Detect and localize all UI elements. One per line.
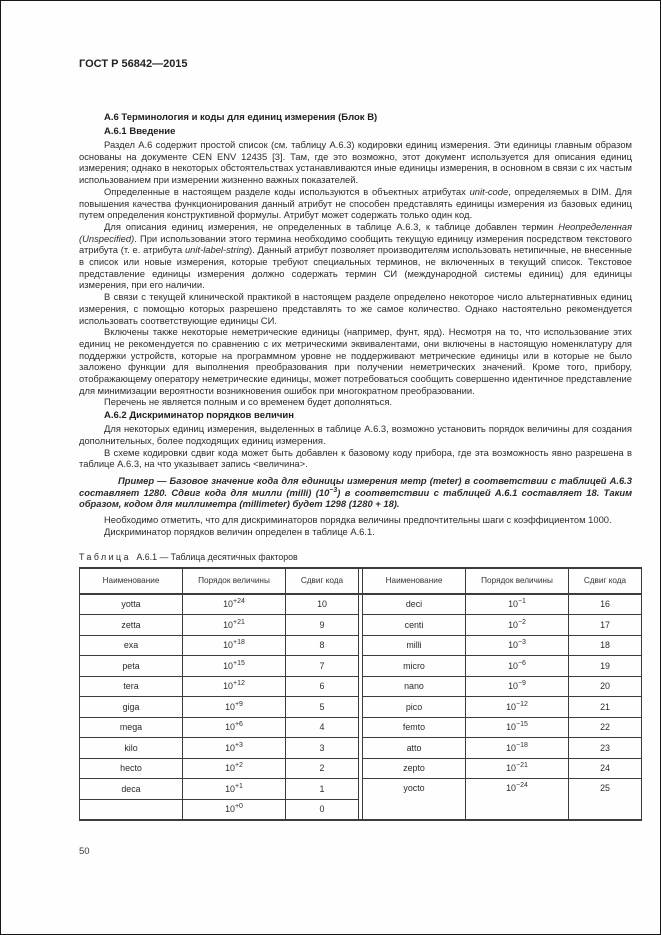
exponent: −6	[517, 659, 526, 667]
table-cell: hecto	[80, 758, 183, 779]
table-cell: zepto	[363, 758, 466, 779]
text-run: ) в соответствии с таблицей А.6.1 составляет 18. Таким образом, кодом для миллиметра (millimeter) будет 1298 (1280 + 18).	[79, 486, 632, 510]
exponent: +12	[233, 680, 245, 688]
table-cell: 18	[569, 635, 642, 656]
paragraph-unspecified	[79, 221, 632, 291]
exponent: +9	[234, 700, 243, 708]
table-row	[80, 656, 642, 677]
table-cell: $10^{-21}$	[466, 758, 569, 779]
exponent: −1	[517, 598, 526, 606]
table-cell: $10^{+9}$	[183, 697, 286, 718]
document-title: ГОСТ Р 56842—2015	[79, 58, 188, 70]
italic-run: unit-label-string	[184, 244, 250, 256]
column-header: Порядок величины	[183, 568, 286, 594]
table-cell: nano	[363, 676, 466, 697]
table-caption	[79, 552, 632, 562]
decimal-factors-table	[79, 567, 642, 822]
paragraph-code-shift: В схеме кодировки сдвиг кода может быть добавлен к базовому коду прибора, где эта возможность явно разрешена в таблице А.6.3, на что указывает запись <величина>.	[79, 446, 632, 470]
table-caption-text: А.6.1 — Таблица десятичных факторов	[136, 551, 298, 562]
table-row	[80, 697, 642, 718]
column-header: Сдвиг кода	[286, 568, 359, 594]
table-cell: 10	[286, 594, 359, 615]
exponent: +21	[233, 618, 245, 626]
table-cell: 3	[286, 738, 359, 759]
table-cell: zetta	[80, 615, 183, 636]
exponent: +0	[234, 803, 243, 811]
table-cell: $10^{+18}$	[183, 635, 286, 656]
table-cell: mega	[80, 717, 183, 738]
paragraph-magnitude: Для некоторых единиц измерения, выделенных в таблице А.6.3, возможно установить порядок величины для создания дополнительных, более подходящих единиц измерения.	[79, 423, 632, 446]
table-cell: pico	[363, 697, 466, 718]
table-row	[80, 594, 642, 615]
table-row	[80, 779, 642, 800]
table-cell: 5	[286, 697, 359, 718]
exponent: +18	[233, 639, 245, 647]
table-cell: peta	[80, 656, 183, 677]
paragraph-alternative-units: В связи с текущей клинической практикой в настоящем разделе определено некоторое число альтернативных единиц измерения, с помощью которых разрешено представлять то же самое количество. Однако настоятельно рекомендуется использовать соответствующие единицы СИ.	[79, 291, 632, 326]
column-header: Сдвиг кода	[569, 568, 642, 594]
column-header: Наименование	[363, 568, 466, 594]
paragraph-unit-code	[79, 186, 632, 221]
table-header-row	[80, 568, 642, 594]
table-cell: 16	[569, 594, 642, 615]
exponent: −12	[516, 700, 528, 708]
exponent: −15	[516, 721, 528, 729]
table-cell: 21	[569, 697, 642, 718]
text-run: Определенные в настоящем разделе коды используются в объектных атрибутах	[104, 185, 470, 197]
table-row	[80, 676, 642, 697]
table-cell: $10^{-9}$	[466, 676, 569, 697]
table-cell: 23	[569, 738, 642, 759]
table-cell: tera	[80, 676, 183, 697]
table-cell: 24	[569, 758, 642, 779]
table-cell: deca	[80, 779, 183, 800]
exponent: −3	[517, 639, 526, 647]
table-head	[80, 568, 642, 594]
table-cell: micro	[363, 656, 466, 677]
table-row	[80, 635, 642, 656]
paragraph-nonmetric-units: Включены также некоторые неметрические единицы (например, фунт, ярд). Несмотря на то, что использование этих единиц не рекомендуется по сравнению с их метрическими эквивалентами, они включены в настоящую номенклатуру для поддержки устройств, которые на программном уровне не поддерживают метрические единицы или в которые не было заложено функции для выполнения преобразования при получении неметрических значений. Кроме того, прибору, отображающему оператору неметрические единицы, может потребоваться сообщить совершенно идентичное представление для минимизации вероятности возникновения ошибок при многократном преобразовании.	[79, 326, 632, 396]
table-cell: $10^{+12}$	[183, 676, 286, 697]
column-header: Наименование	[80, 568, 183, 594]
table-cell: centi	[363, 615, 466, 636]
italic-run: unit-code	[469, 185, 509, 197]
table-cell: exa	[80, 635, 183, 656]
table-cell: deci	[363, 594, 466, 615]
table-cell: 8	[286, 635, 359, 656]
table-cell: 2	[286, 758, 359, 779]
heading-a62: А.6.2 Дискриминатор порядков величин	[104, 410, 294, 422]
table-cell: $10^{-6}$	[466, 656, 569, 677]
exponent: −24	[516, 782, 528, 790]
text-run: Пример — Базовое значение кода для единицы измерения метр (meter) в соответствии с таблицей А.6.3 составляет 1280. Сдвиг кода для милли (milli) (10	[79, 474, 632, 498]
table-cell: 20	[569, 676, 642, 697]
paragraph-list-note: Перечень не является полным и со временем будет дополняться.	[104, 396, 393, 408]
heading-a61: А.6.1 Введение	[104, 126, 176, 137]
table-cell: kilo	[80, 738, 183, 759]
table-cell: $10^{+6}$	[183, 717, 286, 738]
exponent: −2	[517, 618, 526, 626]
text-run: Для описания единиц измерения, не определенных в таблице А.6.3, к таблице добавлен термин	[104, 220, 559, 232]
table-cell: 22	[569, 717, 642, 738]
exponent: +3	[234, 741, 243, 749]
exponent: +6	[234, 721, 243, 729]
exponent: +2	[234, 762, 243, 770]
table-cell: $10^{-12}$	[466, 697, 569, 718]
text-run: . При использовании этого термина необходимо сообщить текущую единицу измерения посредством текстового атрибута (т. е. атрибута	[79, 232, 632, 256]
table-cell: $10^{+1}$	[183, 779, 286, 800]
table-cell: 6	[286, 676, 359, 697]
table-cell: giga	[80, 697, 183, 718]
table-cell: yocto	[363, 779, 466, 821]
superscript-run: −3	[329, 486, 338, 494]
table-cell: $10^{+0}$	[183, 799, 286, 820]
table-cell: 4	[286, 717, 359, 738]
table-cell	[80, 799, 183, 820]
text-run: ). Данный атрибут позволяет производителям использовать нетипичные, не внесенные в список или новые измерения, которые требуют специальных терминов, не включенных в текущий список. Текстовое представление единицы измерения должно содержать термин СИ (международной системы единиц) для единицы измерения, при его наличии.	[79, 244, 632, 291]
page-content	[79, 110, 632, 821]
table-row	[80, 758, 642, 779]
table-cell: $10^{+21}$	[183, 615, 286, 636]
table-cell: 1	[286, 779, 359, 800]
table-cell: $10^{-18}$	[466, 738, 569, 759]
table-cell: $10^{-15}$	[466, 717, 569, 738]
paragraph-intro: Раздел А.6 содержит простой список (см. таблицу А.6.3) кодировки единиц измерения. Эти единицы главным образом основаны на документе CEN ENV 12435 [3]. Там, где это возможно, этот документ используется для описания единиц измерения; однако в некоторых обстоятельствах устанавливаются иные единицы измерения, в основном в связи с их частым использованием при измерении жизненно важных показателей.	[79, 139, 632, 186]
table-cell: 0	[286, 799, 359, 820]
table-cell: milli	[363, 635, 466, 656]
text-run: , определяемых в DIM. Для повышения качества функционирования данный атрибут не способен представлять единицы измерения из базовых единиц путем определения конструктивной формулы. Атрибут может содержать только один код.	[79, 185, 632, 221]
table-cell: $10^{-2}$	[466, 615, 569, 636]
page-number: 50	[79, 846, 90, 857]
table-cell: femto	[363, 717, 466, 738]
exponent: −18	[516, 741, 528, 749]
table-cell: 19	[569, 656, 642, 677]
paragraph-table-ref: Дискриминатор порядков величин определен в таблице А.6.1.	[104, 525, 375, 537]
table-cell: $10^{-1}$	[466, 594, 569, 615]
exponent: −9	[517, 680, 526, 688]
exponent: +1	[234, 782, 243, 790]
table-caption-word: Таблица	[79, 551, 131, 562]
table-cell: $10^{-3}$	[466, 635, 569, 656]
table-cell: 9	[286, 615, 359, 636]
table-row	[80, 615, 642, 636]
exponent: +15	[233, 659, 245, 667]
table-cell: $10^{+15}$	[183, 656, 286, 677]
example-block	[79, 475, 632, 510]
paragraph-coefficient: Необходимо отметить, что для дискриминаторов порядка величины предпочтительны шаги с коэффициентом 1000.	[104, 514, 612, 526]
table-body	[80, 594, 642, 821]
table-divider	[359, 799, 363, 820]
exponent: +24	[233, 598, 245, 606]
table-cell: $10^{+24}$	[183, 594, 286, 615]
table-cell: 17	[569, 615, 642, 636]
table-cell: $10^{+2}$	[183, 758, 286, 779]
table-cell: 7	[286, 656, 359, 677]
exponent: −21	[516, 762, 528, 770]
heading-a6: А.6 Терминология и коды для единиц измерения (Блок B)	[104, 112, 378, 123]
table-row	[80, 738, 642, 759]
italic-run: Неопределенная (Unspecified)	[79, 220, 632, 244]
table-row	[80, 717, 642, 738]
table-cell: $10^{+3}$	[183, 738, 286, 759]
column-header: Порядок величины	[466, 568, 569, 594]
table-cell: 25	[569, 779, 642, 821]
table-cell: $10^{-24}$	[466, 779, 569, 821]
table-cell: atto	[363, 738, 466, 759]
table-cell: yotta	[80, 594, 183, 615]
